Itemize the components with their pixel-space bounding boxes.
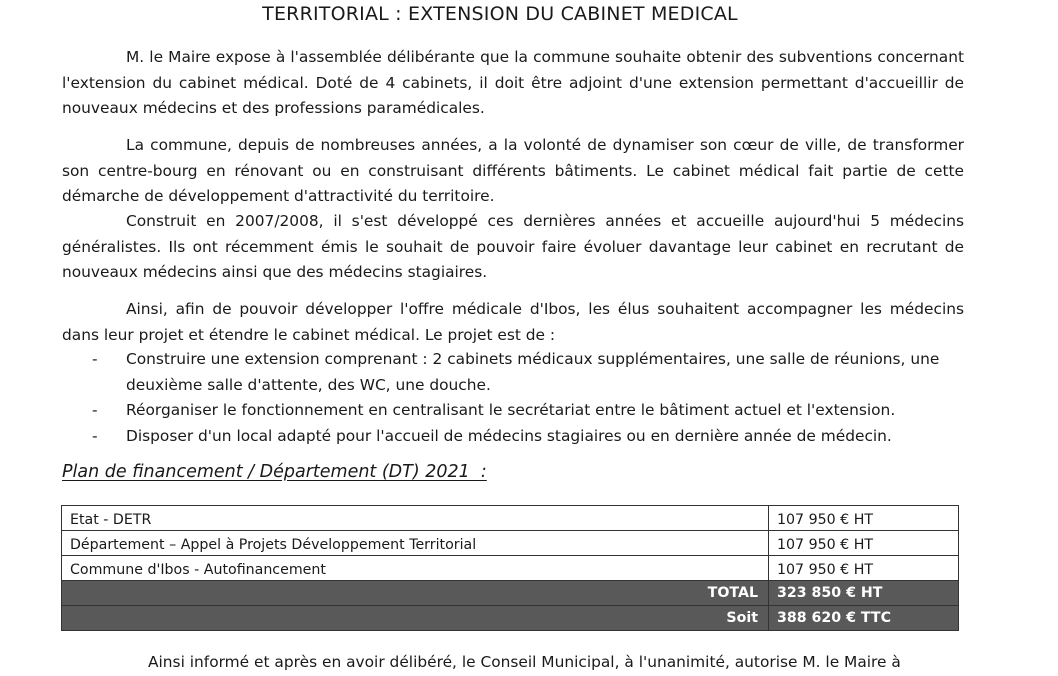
bullet-marker: - [92, 350, 98, 368]
bullet-marker: - [92, 401, 98, 419]
amount-cell: 107 950 € HT [769, 506, 959, 531]
total-row [62, 581, 959, 606]
table-row [62, 531, 959, 556]
list-item [62, 398, 964, 424]
financing-table [61, 505, 959, 631]
funding-source-cell: Commune d'Ibos - Autofinancement [62, 556, 769, 581]
paragraph-commune: La commune, depuis de nombreuses années, a la volonté de dynamiser son cœur de ville, de transformer son centre-bourg en rénovant ou en construisant différents bâtiments. Le cabinet médical fait partie de cette démarche de développement d'attractivité du territoire. [62, 136, 964, 205]
ttc-amount: 388 620 € TTC [769, 606, 959, 631]
list-item [62, 424, 964, 450]
list-item [62, 347, 964, 398]
funding-source-cell: Etat - DETR [62, 506, 769, 531]
total-label: TOTAL [62, 581, 769, 606]
bullet-text: Construire une extension comprenant : 2 cabinets médicaux supplémentaires, une salle de réunions, une deuxième salle d'attente, des WC, une douche. [126, 350, 940, 394]
paragraph-history: Construit en 2007/2008, il s'est développé ces dernières années et accueille aujourd'hui 5 médecins généralistes. Ils ont récemment émis le souhait de pouvoir faire évoluer davantage leur cabinet en recrutant de nouveaux médecins ainsi que des médecins stagiaires. [62, 212, 964, 281]
paragraph-intro: M. le Maire expose à l'assemblée délibérante que la commune souhaite obtenir des subventions concernant l'extension du cabinet médical. Doté de 4 cabinets, il doit être adjoint d'une extension permettant d'accueillir de nouveaux médecins et des professions paramédicales. [62, 48, 964, 117]
paragraph-project: Ainsi, afin de pouvoir développer l'offre médicale d'Ibos, les élus souhaitent accompagner les médecins dans leur projet et étendre le cabinet médical. Le projet est de : [62, 300, 964, 344]
project-bullet-list [62, 347, 964, 449]
table-row [62, 506, 959, 531]
amount-cell: 107 950 € HT [769, 556, 959, 581]
document-title: TERRITORIAL : EXTENSION DU CABINET MEDICAL [262, 3, 738, 25]
funding-source-cell: Département – Appel à Projets Développement Territorial [62, 531, 769, 556]
paragraph-closing: Ainsi informé et après en avoir délibéré, le Conseil Municipal, à l'unanimité, autorise M. le Maire à [148, 653, 901, 671]
total-amount: 323 850 € HT [769, 581, 959, 606]
bullet-text: Réorganiser le fonctionnement en centralisant le secrétariat entre le bâtiment actuel et l'extension. [126, 401, 896, 419]
amount-cell: 107 950 € HT [769, 531, 959, 556]
ttc-row [62, 606, 959, 631]
table-row [62, 556, 959, 581]
bullet-marker: - [92, 426, 98, 445]
financing-plan-heading: Plan de financement / Département (DT) 2021 : [62, 462, 487, 482]
bullet-text: Disposer d'un local adapté pour l'accueil de médecins stagiaires ou en dernière année de médecin. [126, 426, 892, 445]
ttc-label: Soit [62, 606, 769, 631]
